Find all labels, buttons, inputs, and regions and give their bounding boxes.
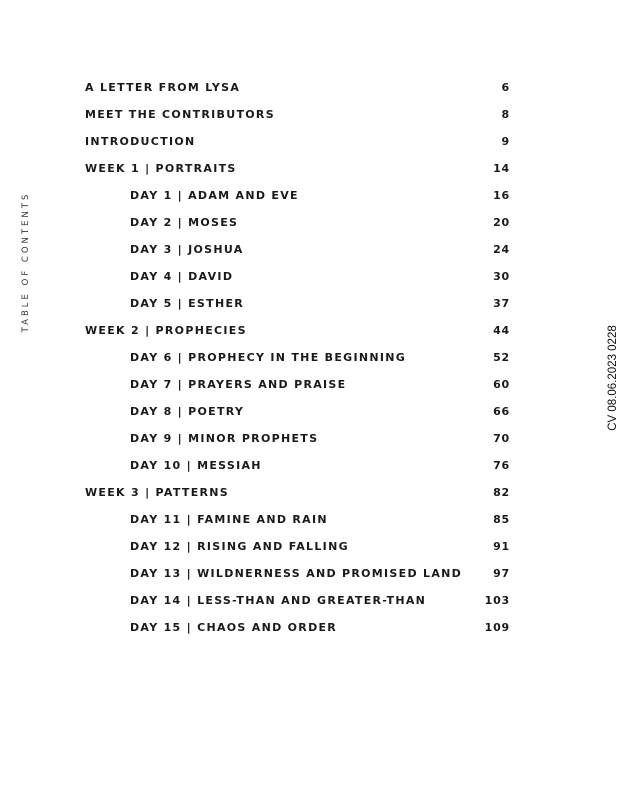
toc-entry-page-number: 70	[493, 432, 510, 445]
catalog-stamp: CV 08.06.2023 0228	[607, 325, 619, 431]
toc-entry-title: DAY 15 | CHAOS AND ORDER	[130, 621, 338, 634]
toc-entry-title: DAY 3 | JOSHUA	[130, 243, 244, 256]
toc-entry	[85, 428, 510, 455]
toc-entry	[85, 482, 510, 509]
toc-entry-page-number: 9	[501, 135, 510, 148]
toc-entry-page-number: 103	[484, 594, 510, 607]
toc-entry-title: DAY 13 | WILDNERNESS AND PROMISED LAND	[130, 567, 463, 580]
toc-entry-title: DAY 5 | ESTHER	[130, 297, 245, 310]
table-of-contents-side-label: TABLE OF CONTENTS	[21, 191, 31, 333]
toc-entry-title: A LETTER FROM LYSA	[85, 81, 241, 94]
toc-entry-page-number: 6	[501, 81, 510, 94]
toc-entry-page-number: 82	[493, 486, 510, 499]
toc-entry	[85, 266, 510, 293]
toc-entry-title: DAY 8 | POETRY	[130, 405, 245, 418]
table-of-contents	[85, 77, 510, 644]
toc-entry-title: DAY 14 | LESS-THAN AND GREATER-THAN	[130, 594, 427, 607]
toc-entry-title: WEEK 3 | PATTERNS	[85, 486, 230, 499]
toc-entry-title: DAY 1 | ADAM AND EVE	[130, 189, 299, 202]
toc-entry-page-number: 91	[493, 540, 510, 553]
toc-entry	[85, 104, 510, 131]
toc-entry	[85, 131, 510, 158]
toc-entry-page-number: 24	[493, 243, 510, 256]
toc-entry-title: INTRODUCTION	[85, 135, 196, 148]
toc-entry-page-number: 52	[493, 351, 510, 364]
toc-entry	[85, 347, 510, 374]
toc-entry	[85, 563, 510, 590]
toc-entry-page-number: 14	[493, 162, 510, 175]
toc-entry	[85, 374, 510, 401]
toc-entry	[85, 617, 510, 644]
toc-entry	[85, 212, 510, 239]
toc-entry-page-number: 8	[501, 108, 510, 121]
toc-entry-title: WEEK 2 | PROPHECIES	[85, 324, 247, 337]
toc-entry-page-number: 16	[493, 189, 510, 202]
toc-entry-page-number: 85	[493, 513, 510, 526]
toc-entry	[85, 455, 510, 482]
toc-entry-title: DAY 2 | MOSES	[130, 216, 239, 229]
toc-entry-page-number: 20	[493, 216, 510, 229]
toc-entry-title: DAY 12 | RISING AND FALLING	[130, 540, 349, 553]
toc-entry	[85, 185, 510, 212]
toc-entry-page-number: 60	[493, 378, 510, 391]
toc-entry-page-number: 44	[493, 324, 510, 337]
toc-entry	[85, 401, 510, 428]
toc-entry-title: WEEK 1 | PORTRAITS	[85, 162, 237, 175]
toc-entry-title: DAY 9 | MINOR PROPHETS	[130, 432, 319, 445]
toc-entry-title: DAY 11 | FAMINE AND RAIN	[130, 513, 328, 526]
toc-entry	[85, 509, 510, 536]
toc-entry	[85, 536, 510, 563]
toc-entry	[85, 293, 510, 320]
toc-entry-page-number: 97	[493, 567, 510, 580]
toc-entry	[85, 320, 510, 347]
toc-entry-title: DAY 6 | PROPHECY IN THE BEGINNING	[130, 351, 407, 364]
toc-entry-page-number: 37	[493, 297, 510, 310]
toc-entry-page-number: 76	[493, 459, 510, 472]
toc-entry-title: DAY 10 | MESSIAH	[130, 459, 262, 472]
toc-entry-page-number: 109	[484, 621, 510, 634]
toc-entry-title: MEET THE CONTRIBUTORS	[85, 108, 275, 121]
toc-entry	[85, 77, 510, 104]
toc-entry	[85, 590, 510, 617]
toc-entry-page-number: 66	[493, 405, 510, 418]
toc-entry-title: DAY 4 | DAVID	[130, 270, 234, 283]
toc-entry-title: DAY 7 | PRAYERS AND PRAISE	[130, 378, 347, 391]
toc-entry	[85, 239, 510, 266]
toc-entry	[85, 158, 510, 185]
toc-entry-page-number: 30	[493, 270, 510, 283]
